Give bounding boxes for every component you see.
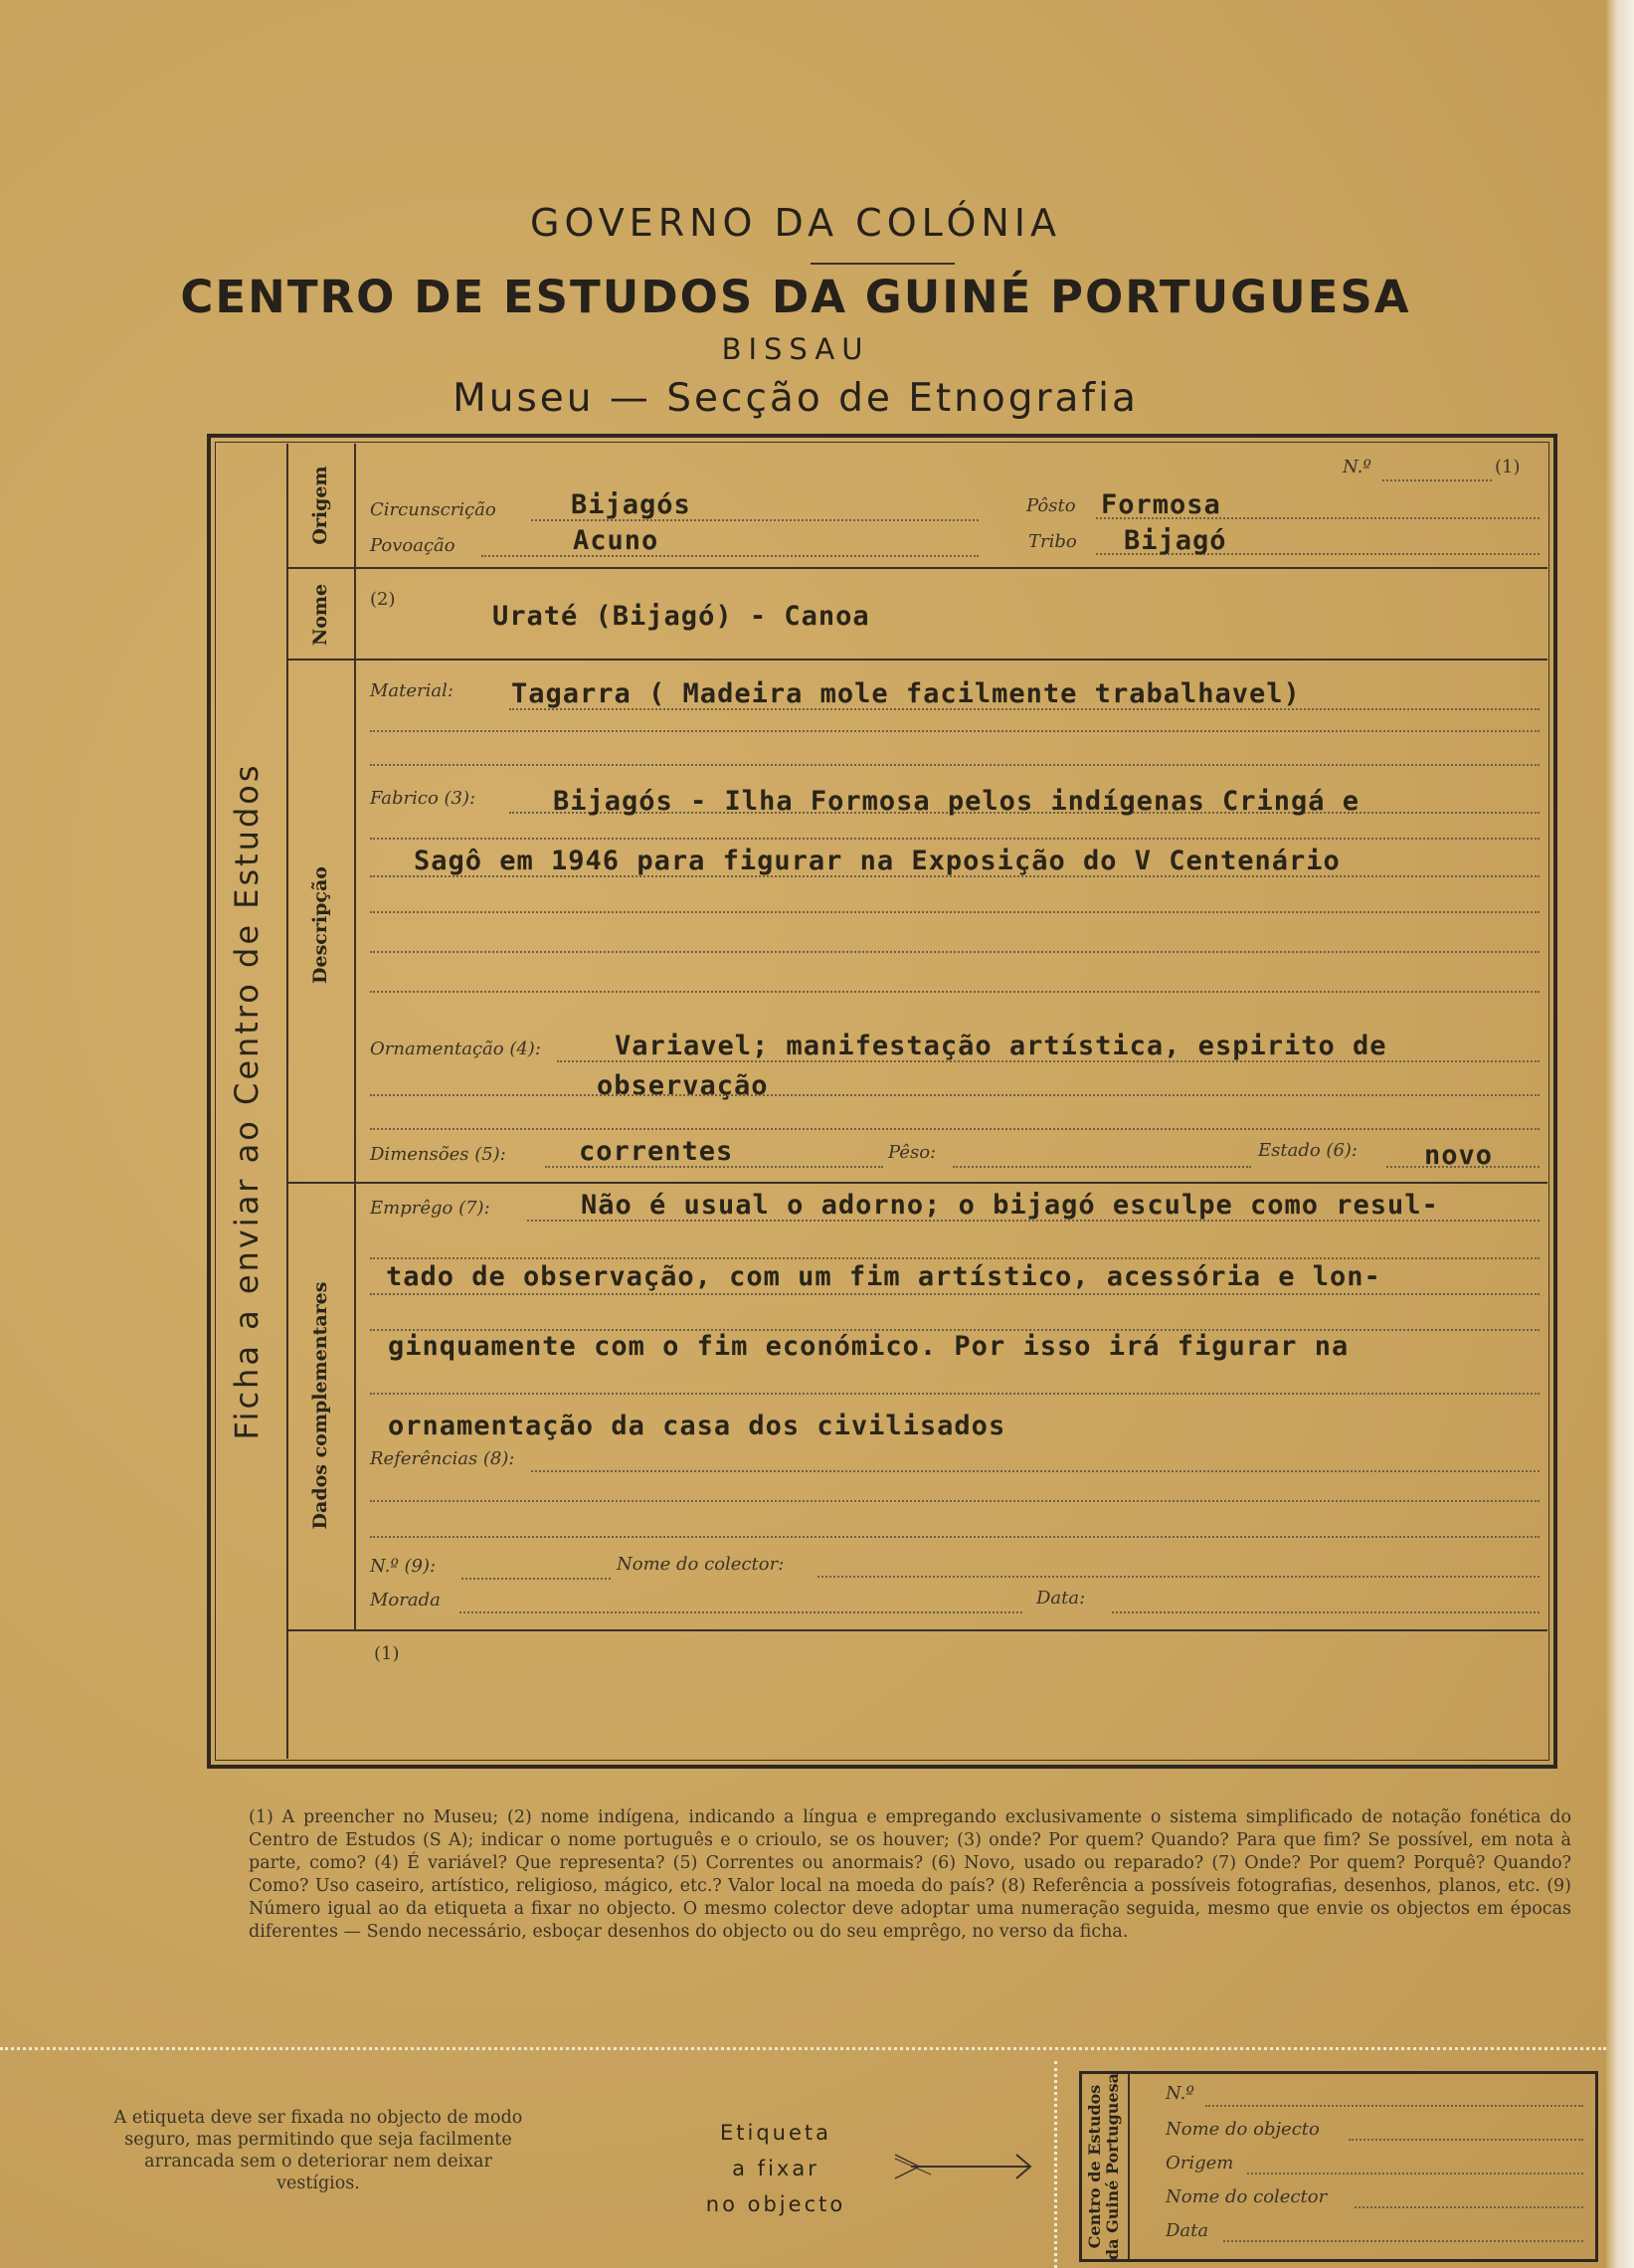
circunscricao-label: Circunscrição: [370, 499, 496, 520]
referencias-line-2: [370, 1500, 1540, 1502]
povoacao-value: Acuno: [573, 525, 659, 556]
fabrico-line-2: [370, 838, 1540, 840]
ornamentacao-line2: observação: [597, 1070, 769, 1101]
posto-label: Pôsto: [1026, 495, 1076, 516]
label-title-line1: Etiqueta: [720, 2121, 831, 2145]
fabrico-line-3: [370, 875, 1540, 877]
footnotes: (1) A preencher no Museu; (2) nome indígena, indicando a língua e empregando exclusivamente o sistema simplificado de notação fonética do Centro de Estudos (S A); indicar o nome português e o crioulo, se os houver; (3) onde? Por quem? Quando? Para que fim? Se possível, em nota à parte, como? (4) É variável? Que representa? (5) Correntes ou anormais? (6) Novo, usado ou reparado? (7) Onde? Por quem? Porquê? Quando? Como? Uso caseiro, artístico, religioso, mágico, etc.? Valor local na moeda do país? (8) Referência a possíveis fotografias, desenhos, planos, etc. (9) Número igual ao da etiqueta a fixar no objecto. O mesmo colector deve adoptar uma numeração seguida, mesmo que envie os objectos em épocas diferentes — Sendo necessário, esboçar desenhos do objecto ou do seu emprêgo, no verso da ficha.: [249, 1807, 1571, 1942]
nome-value: Uraté (Bijagó) - Canoa: [492, 601, 870, 632]
fabrico-line1: Bijagós - Ilha Formosa pelos indígenas Cringá e: [553, 786, 1361, 817]
card-divider: [1128, 2073, 1130, 2260]
label-instructions: A etiqueta deve ser fixada no objecto de modo seguro, mas permitindo que seja facilmente arrancada sem o deteriorar nem deixar vestígios.: [113, 2108, 523, 2193]
fabrico-line-6: [370, 991, 1540, 993]
perforation-line: [0, 2047, 1606, 2050]
card-colector-line: [1355, 2206, 1583, 2208]
number-label: N.º: [1343, 457, 1371, 477]
section-nome: Nome: [309, 583, 331, 647]
header-govt: GOVERNO DA COLÓNIA: [530, 201, 1061, 245]
n9-line: [461, 1578, 611, 1580]
sidebar-divider: [286, 444, 288, 1759]
section-origem: Origem: [309, 466, 331, 545]
card-data-line: [1223, 2240, 1583, 2242]
dimensoes-label: Dimensões (5):: [370, 1144, 506, 1165]
emprego-label: Emprêgo (7):: [370, 1198, 490, 1219]
number-line: [1382, 479, 1492, 481]
emprego-line-2: [370, 1257, 1540, 1259]
emprego-line3: ginquamente com o fim económico. Por isso irá figurar na: [388, 1331, 1350, 1362]
data-line: [1112, 1611, 1540, 1613]
fabrico-line-5: [370, 951, 1540, 953]
colector-line: [817, 1576, 1540, 1578]
material-line-3: [370, 764, 1540, 766]
emprego-line1: Não é usual o adorno; o bijagó esculpe como resul-: [581, 1190, 1439, 1221]
section-descricao: Descripção: [309, 866, 331, 984]
posto-value: Formosa: [1101, 489, 1221, 520]
divider-origem: [288, 567, 1547, 569]
circunscricao-value: Bijagós: [571, 489, 691, 520]
card-nome-label: Nome do objecto: [1166, 2119, 1320, 2140]
divider-descricao: [288, 1182, 1547, 1184]
header-city: BISSAU: [721, 332, 870, 366]
card-perforation: [1054, 2061, 1061, 2268]
morada-label: Morada: [370, 1590, 441, 1610]
emprego-line2: tado de observação, com um fim artístico, acessória e lon-: [386, 1261, 1381, 1292]
povoacao-label: Povoação: [370, 535, 455, 556]
dimensoes-value: correntes: [579, 1136, 734, 1167]
ornamentacao-line-3: [370, 1128, 1540, 1130]
section-dados: Dados complementares: [309, 1281, 331, 1530]
arrow-right-icon: [891, 2145, 1040, 2188]
sidebar-title: Ficha a enviar ao Centro de Estudos: [228, 762, 266, 1440]
card-side-line2: da Guiné Portuguesa: [1103, 2073, 1122, 2260]
material-line-2: [370, 730, 1540, 732]
fabrico-label: Fabrico (3):: [370, 788, 476, 809]
material-value: Tagarra ( Madeira mole facilmente trabalhavel): [511, 678, 1301, 709]
povoacao-line: [481, 555, 979, 557]
card-side-text: [1086, 2073, 1122, 2260]
card-no-label: N.º: [1166, 2083, 1194, 2104]
ornamentacao-line1: Variavel; manifestação artística, espirito de: [615, 1031, 1387, 1061]
label-title-line2: a fixar: [732, 2157, 819, 2180]
header-museum: Museu — Secção de Etnografia: [453, 376, 1139, 421]
fabrico-line-4: [370, 911, 1540, 913]
peso-line: [953, 1166, 1251, 1168]
label-title: [656, 2115, 895, 2222]
ornamentacao-line-2: [370, 1094, 1540, 1096]
colector-label: Nome do colector:: [617, 1554, 785, 1575]
peso-label: Pêso:: [888, 1142, 937, 1163]
header-divider: [811, 263, 955, 265]
card-no-line: [1205, 2105, 1583, 2107]
card-colector-label: Nome do colector: [1166, 2186, 1328, 2207]
estado-value: novo: [1424, 1140, 1494, 1171]
referencias-line-3: [370, 1536, 1540, 1538]
label-card: [1079, 2071, 1598, 2262]
emprego-line-3: [370, 1293, 1540, 1295]
card-nome-line: [1349, 2139, 1583, 2141]
paper-edge: [1606, 0, 1634, 2268]
emprego-line-5: [370, 1393, 1540, 1395]
tribo-value: Bijagó: [1124, 525, 1227, 556]
card-origem-label: Origem: [1166, 2153, 1234, 2174]
referencias-line: [531, 1470, 1540, 1472]
ornamentacao-label: Ornamentação (4):: [370, 1039, 541, 1059]
morada-line: [459, 1611, 1022, 1613]
tribo-label: Tribo: [1028, 531, 1077, 552]
divider-nome: [288, 659, 1547, 661]
divider-dados: [288, 1629, 1547, 1631]
estado-label: Estado (6):: [1258, 1140, 1358, 1161]
data-label: Data:: [1036, 1588, 1086, 1608]
card-origem-line: [1247, 2173, 1583, 2174]
number-ref: (1): [1495, 457, 1521, 477]
card-data-label: Data: [1166, 2220, 1209, 2241]
label-title-line3: no objecto: [705, 2192, 846, 2216]
header-centre: CENTRO DE ESTUDOS DA GUINÉ PORTUGUESA: [180, 271, 1411, 323]
section-divider: [354, 444, 356, 1631]
emprego-line4: ornamentação da casa dos civilisados: [388, 1411, 1006, 1441]
card-side-line1: Centro de Estudos: [1085, 2084, 1104, 2249]
bottom-ref: (1): [374, 1643, 400, 1664]
referencias-label: Referências (8):: [370, 1448, 515, 1469]
material-label: Material:: [370, 680, 454, 701]
nome-ref: (2): [370, 589, 396, 610]
fabrico-line2: Sagô em 1946 para figurar na Exposição do V Centenário: [414, 846, 1341, 876]
n9-label: N.º (9):: [370, 1556, 437, 1577]
